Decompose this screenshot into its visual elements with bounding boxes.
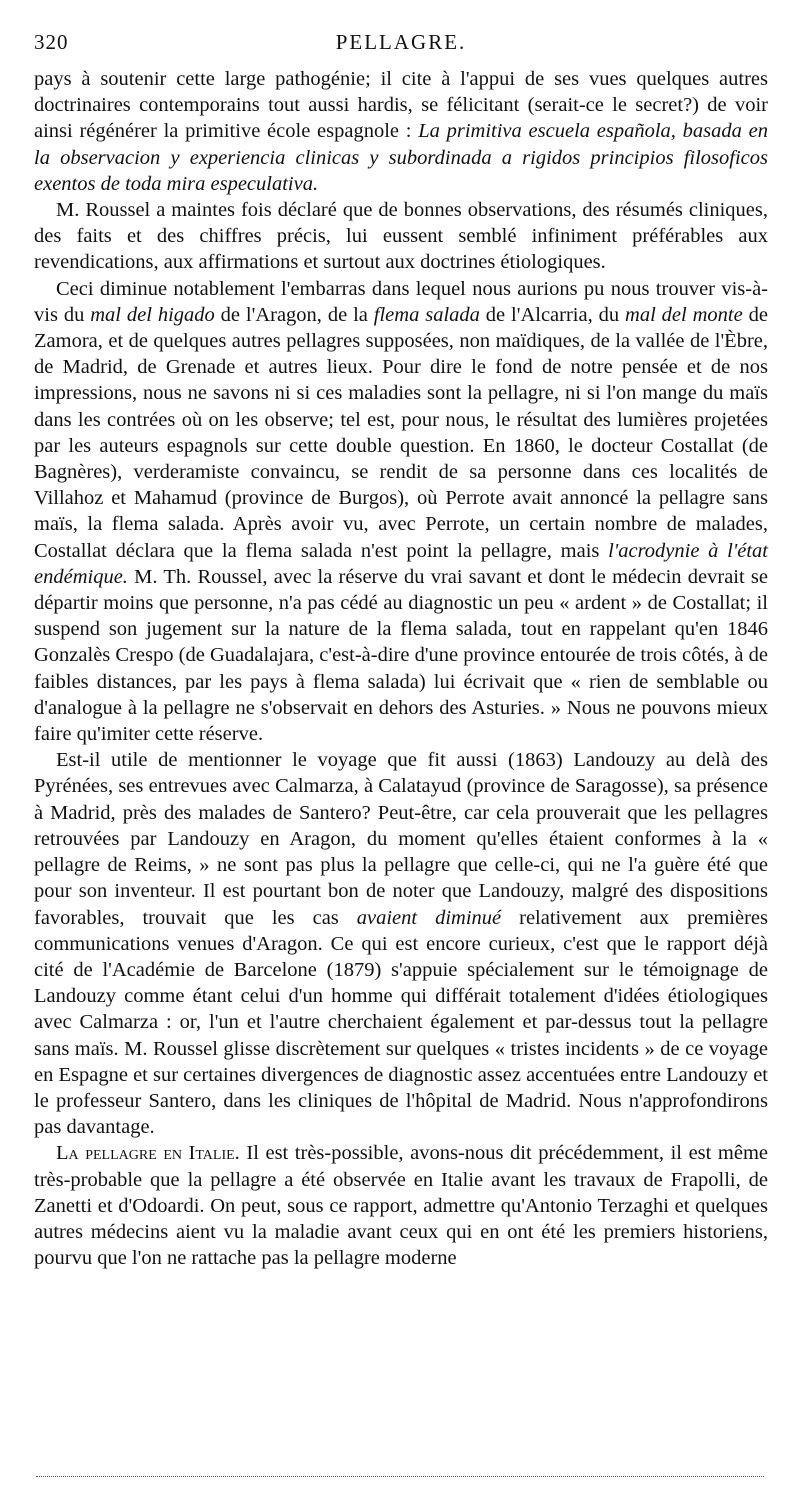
page-header [34,30,768,60]
paragraph [34,747,768,1140]
section-heading: La pellagre en Italie. [56,1142,240,1165]
text-segment: Ceci diminue notablement l'embarras dans lequel nous aurions pu nous trouver vis-à-vis du [34,277,768,326]
italic-text: avaient diminué [356,906,502,929]
text-segment: M. Th. Roussel, avec la réserve du vrai savant et dont le médecin devrait se départir moins que personne, n'a pas cédé au diagnostic un peu « ardent » de Costallat; il suspend son jugement sur la nature de la flema salada, tout en rappelant qu'en 1846 Gonzalès Crespo (de Guadalajara, c'est-à-dire d'une province entourée de trois côtés, à de faibles distances, par les pays à flema salada) lui écrivait que « rien de semblable ou d'analogue à la pellagre ne s'observait en dehors des Asturies. » Nous ne pouvons mieux faire qu'imiter cette réserve. [34,565,768,746]
italic-text: La primitiva escuela española, basada en la observacion y experiencia clinicas y subordinada a rigidos principios filosoficos exentos de toda mira especulativa. [34,120,768,195]
running-title: PELLAGRE. [335,30,467,54]
text-segment: Il est très-possible, avons-nous dit précédemment, il est même très-probable que la pellagre a été observée en Italie avant les travaux de Frapolli, de Zanetti et d'Odoardi. On peut, sous ce rapport, admettre qu'Antonio Terzaghi et quelques autres médecins aient vu la maladie avant ceux qui en ont été les premiers historiens, pourvu que l'on ne rattache pas la pellagre moderne [34,1142,768,1270]
paragraph [34,197,768,276]
text-segment: relativement aux premières communications venues d'Aragon. Ce qui est encore curieux, c'est que le rapport déjà cité de l'Académie de Barcelone (1879) s'appuie spécialement sur le témoignage de Landouzy comme étant celui d'un homme qui différait totalement d'idées étiologiques avec Calmarza : or, l'un et l'autre cherchaient également et par-dessus tout la pellagre sans maïs. M. Roussel glisse discrètement sur quelques « tristes incidents » de ce voyage en Espagne et sur certaines divergences de diagnostic assez accentuées entre Landouzy et le professeur Santero, dans les cliniques de l'hôpital de Madrid. Nous n'approfondirons pas davantage. [34,906,768,1139]
page-number: 320 [34,30,69,54]
text-segment: M. Roussel a maintes fois déclaré que de bonnes observations, des résumés cliniques, des faits et des chiffres précis, lui eussent semblé infiniment préférables aux revendications, aux affirmations et surtout aux doctrines étiologiques. [34,199,768,274]
footer-dotted-rule [36,1476,764,1477]
italic-text: mal del higado [90,303,215,326]
body-text [34,66,768,1271]
text-segment: de l'Alcarria, du [479,303,626,326]
paragraph [34,276,768,748]
paragraph [34,1140,768,1271]
paragraph [34,66,768,197]
text-segment: de Zamora, et de quelques autres pellagres supposées, non maïdiques, de la vallée de l'Èbre, de Madrid, de Grenade et autres lieux. Pour dire le fond de notre pensée et de nos impressions, nous ne savons ni si ces maladies sont la pellagre, ni si l'on mange du maïs dans les contrées où on les observe; tel est, pour nous, le résultat des lumières projetées par les auteurs espagnols sur cette double question. En 1860, le docteur Costallat (de Bagnères), verderamiste convaincu, se rendit de sa personne dans ces localités de Villahoz et Mahamud (province de Burgos), où Perrote avait annoncé la pellagre sans maïs, la flema salada. Après avoir vu, avec Perrote, un certain nombre de malades, Costallat déclara que la flema salada n'est point la pellagre, mais [34,303,768,562]
italic-text: flema salada [373,303,480,326]
text-segment: pays à soutenir cette large pathogénie; il cite à l'appui de ses vues quelques autres doctrinaires contemporains tout aussi hardis, se félicitant (serait-ce le secret?) de voir ainsi régénérer la primitive école espagnole : [34,68,768,143]
text-segment: Est-il utile de mentionner le voyage que fit aussi (1863) Landouzy au delà des Pyrénées, ses entrevues avec Calmarza, à Calatayud (province de Saragosse), sa présence à Madrid, près des malades de Santero? Peut-être, car cela prouverait que les pellagres retrouvées par Landouzy en Aragon, du moment qu'elles étaient conformes à la « pellagre de Reims, » ne sont pas plus la pellagre que celle-ci, qui ne l'a guère été que pour son inventeur. Il est pourtant bon de noter que Landouzy, malgré des dispositions favorables, trouvait que les cas [34,749,768,929]
italic-text: l'acrodynie à l'état endémique. [34,539,769,588]
italic-text: mal del monte [625,303,743,326]
text-segment: de l'Aragon, de la [214,303,374,326]
